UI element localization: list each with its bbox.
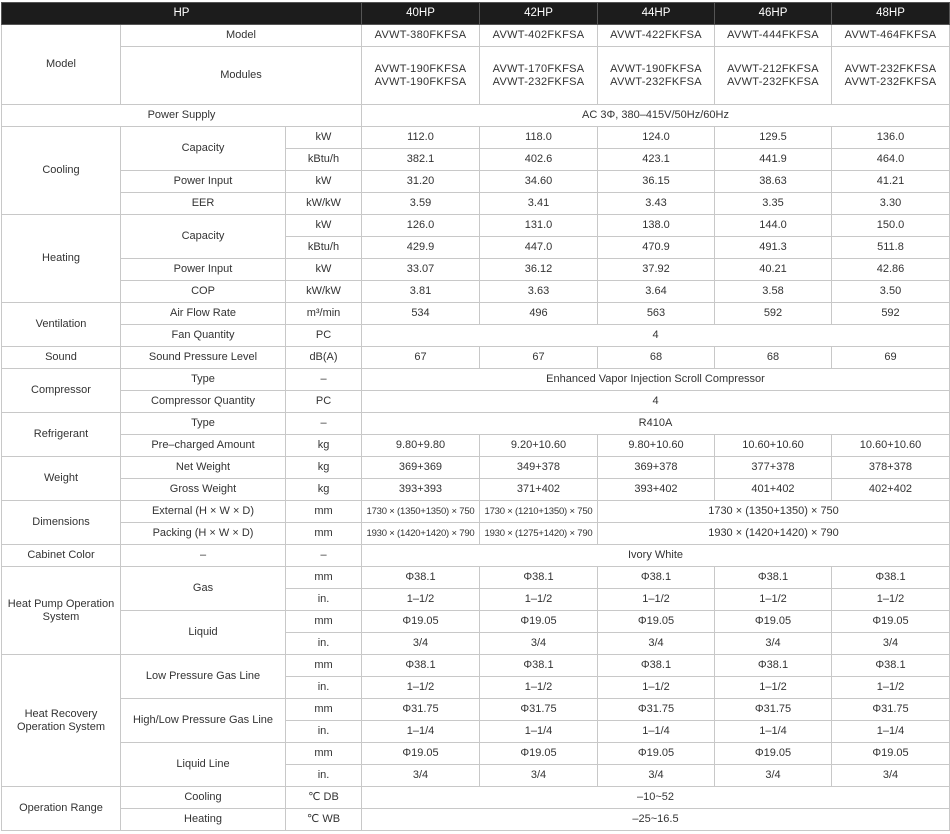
- row-label: Modules: [121, 47, 362, 105]
- table-row: [2, 787, 950, 809]
- cell: 378+378: [832, 457, 950, 479]
- cell: 112.0: [362, 127, 480, 149]
- module-line: AVWT-232FKFSA: [492, 75, 585, 88]
- cell: AVWT-380FKFSA: [362, 25, 480, 47]
- row-label: Heating: [121, 809, 286, 831]
- cell: 3/4: [362, 765, 480, 787]
- cell: Φ19.05: [598, 611, 715, 633]
- cell: 369+378: [598, 457, 715, 479]
- cell: 118.0: [480, 127, 598, 149]
- cell: 138.0: [598, 215, 715, 237]
- cell: 349+378: [480, 457, 598, 479]
- cell: 33.07: [362, 259, 480, 281]
- group-label: Dimensions: [2, 501, 121, 545]
- table-row: [2, 435, 950, 457]
- cell: Φ19.05: [715, 611, 832, 633]
- cell: 1–1/4: [715, 721, 832, 743]
- cell: R410A: [362, 413, 950, 435]
- group-label: Cabinet Color: [2, 545, 121, 567]
- row-label: Compressor Quantity: [121, 391, 286, 413]
- unit-cell: –: [286, 545, 362, 567]
- cell: 1730 × (1210+1350) × 750: [480, 501, 598, 523]
- row-label: Net Weight: [121, 457, 286, 479]
- cell: 41.21: [832, 171, 950, 193]
- row-label: Type: [121, 369, 286, 391]
- row-label: Model: [121, 25, 362, 47]
- cell: 1930 × (1420+1420) × 790: [362, 523, 480, 545]
- cell: AVWT-444FKFSA: [715, 25, 832, 47]
- cell: Φ38.1: [715, 655, 832, 677]
- header-hp: HP: [2, 3, 362, 25]
- module-line: AVWT-170FKFSA: [492, 62, 585, 75]
- unit-cell: kW/kW: [286, 281, 362, 303]
- cell: 401+402: [715, 479, 832, 501]
- cell: 3/4: [480, 765, 598, 787]
- cell: Φ19.05: [362, 743, 480, 765]
- cell: 1–1/2: [832, 589, 950, 611]
- unit-cell: mm: [286, 567, 362, 589]
- cell: Φ19.05: [480, 611, 598, 633]
- cell: Φ19.05: [480, 743, 598, 765]
- row-label: Air Flow Rate: [121, 303, 286, 325]
- row-label: Fan Quantity: [121, 325, 286, 347]
- cell: Φ19.05: [598, 743, 715, 765]
- module-line: AVWT-190FKFSA: [610, 62, 702, 75]
- unit-cell: PC: [286, 391, 362, 413]
- cell: 429.9: [362, 237, 480, 259]
- cell: Ivory White: [362, 545, 950, 567]
- cell: 470.9: [598, 237, 715, 259]
- cell: 9.80+9.80: [362, 435, 480, 457]
- cell: 1730 × (1350+1350) × 750: [362, 501, 480, 523]
- cell: 31.20: [362, 171, 480, 193]
- table-row: [2, 457, 950, 479]
- unit-cell: in.: [286, 721, 362, 743]
- row-label: External (H × W × D): [121, 501, 286, 523]
- cell: 3.43: [598, 193, 715, 215]
- cell: Φ38.1: [480, 655, 598, 677]
- unit-cell: mm: [286, 501, 362, 523]
- cell: 3.64: [598, 281, 715, 303]
- table-row: [2, 259, 950, 281]
- table-row: [2, 743, 950, 765]
- unit-cell: in.: [286, 677, 362, 699]
- table-row: [2, 413, 950, 435]
- row-label: Low Pressure Gas Line: [121, 655, 286, 699]
- module-line: AVWT-232FKFSA: [844, 62, 937, 75]
- cell: 592: [832, 303, 950, 325]
- cell: 10.60+10.60: [715, 435, 832, 457]
- cell: Φ38.1: [598, 655, 715, 677]
- header-col: 46HP: [715, 3, 832, 25]
- cell: 4: [362, 391, 950, 413]
- cell: 511.8: [832, 237, 950, 259]
- cell: AVWT-402FKFSA: [480, 25, 598, 47]
- cell: 491.3: [715, 237, 832, 259]
- table-row: [2, 25, 950, 47]
- table-row: [2, 809, 950, 831]
- unit-cell: kW/kW: [286, 193, 362, 215]
- cell: 1–1/4: [480, 721, 598, 743]
- table-row: [2, 611, 950, 633]
- unit-cell: m³/min: [286, 303, 362, 325]
- unit-cell: mm: [286, 611, 362, 633]
- row-label: Power Input: [121, 171, 286, 193]
- cell: –10~52: [362, 787, 950, 809]
- cell: 3.63: [480, 281, 598, 303]
- row-label: High/Low Pressure Gas Line: [121, 699, 286, 743]
- group-label: Cooling: [2, 127, 121, 215]
- table-row: [2, 479, 950, 501]
- row-label: Gross Weight: [121, 479, 286, 501]
- unit-cell: ℃ WB: [286, 809, 362, 831]
- module-line: AVWT-212FKFSA: [727, 62, 819, 75]
- cell: 1–1/4: [832, 721, 950, 743]
- table-row: [2, 369, 950, 391]
- row-label: Gas: [121, 567, 286, 611]
- row-label: Pre–charged Amount: [121, 435, 286, 457]
- row-label: Liquid Line: [121, 743, 286, 787]
- unit-cell: mm: [286, 655, 362, 677]
- cell: 42.86: [832, 259, 950, 281]
- header-col: 44HP: [598, 3, 715, 25]
- unit-cell: in.: [286, 589, 362, 611]
- cell: Enhanced Vapor Injection Scroll Compressor: [362, 369, 950, 391]
- header-row: [2, 3, 950, 25]
- cell: Φ19.05: [832, 743, 950, 765]
- unit-cell: kBtu/h: [286, 237, 362, 259]
- unit-cell: PC: [286, 325, 362, 347]
- cell: 68: [598, 347, 715, 369]
- row-label: Power Supply: [2, 105, 362, 127]
- group-label: Heating: [2, 215, 121, 303]
- unit-cell: mm: [286, 743, 362, 765]
- cell: AVWT-422FKFSA: [598, 25, 715, 47]
- module-line: AVWT-232FKFSA: [610, 75, 702, 88]
- cell: 1–1/4: [598, 721, 715, 743]
- cell: Φ31.75: [598, 699, 715, 721]
- unit-cell: ℃ DB: [286, 787, 362, 809]
- row-label: EER: [121, 193, 286, 215]
- table-row: [2, 105, 950, 127]
- cell: 1–1/2: [480, 589, 598, 611]
- unit-cell: kW: [286, 127, 362, 149]
- cell: 3.41: [480, 193, 598, 215]
- unit-cell: kBtu/h: [286, 149, 362, 171]
- table-row: [2, 699, 950, 721]
- row-label: Packing (H × W × D): [121, 523, 286, 545]
- cell: 126.0: [362, 215, 480, 237]
- cell: 3.30: [832, 193, 950, 215]
- cell: 423.1: [598, 149, 715, 171]
- cell: 369+369: [362, 457, 480, 479]
- cell: Φ31.75: [480, 699, 598, 721]
- table-row: [2, 545, 950, 567]
- module-line: AVWT-190FKFSA: [374, 62, 467, 75]
- cell: 371+402: [480, 479, 598, 501]
- cell: Φ19.05: [362, 611, 480, 633]
- table-row: [2, 501, 950, 523]
- cell: 40.21: [715, 259, 832, 281]
- group-label: Operation Range: [2, 787, 121, 831]
- unit-cell: mm: [286, 523, 362, 545]
- table-row: [2, 127, 950, 149]
- row-label: –: [121, 545, 286, 567]
- table-row: [2, 171, 950, 193]
- cell: Φ31.75: [362, 699, 480, 721]
- cell: 129.5: [715, 127, 832, 149]
- cell: 3/4: [598, 633, 715, 655]
- cell: 67: [480, 347, 598, 369]
- group-label: Model: [2, 25, 121, 105]
- cell: 1730 × (1350+1350) × 750: [598, 501, 950, 523]
- unit-cell: kW: [286, 259, 362, 281]
- unit-cell: kW: [286, 215, 362, 237]
- cell: Φ38.1: [362, 655, 480, 677]
- cell: Φ38.1: [598, 567, 715, 589]
- group-label: Refrigerant: [2, 413, 121, 457]
- table-row: [2, 303, 950, 325]
- cell: 3/4: [480, 633, 598, 655]
- unit-cell: mm: [286, 699, 362, 721]
- cell: 534: [362, 303, 480, 325]
- cell: Φ19.05: [832, 611, 950, 633]
- table-row: [2, 391, 950, 413]
- cell: 3.81: [362, 281, 480, 303]
- cell: 1–1/2: [715, 589, 832, 611]
- group-label: Compressor: [2, 369, 121, 413]
- cell: 377+378: [715, 457, 832, 479]
- cell: 3.50: [832, 281, 950, 303]
- header-col: 42HP: [480, 3, 598, 25]
- cell: 3.58: [715, 281, 832, 303]
- cell: [362, 47, 480, 105]
- table-row: [2, 523, 950, 545]
- cell: 1–1/2: [598, 677, 715, 699]
- group-label: Heat Recovery Operation System: [2, 655, 121, 787]
- cell: 1–1/2: [480, 677, 598, 699]
- cell: 1–1/2: [362, 589, 480, 611]
- cell: 464.0: [832, 149, 950, 171]
- cell: Φ31.75: [715, 699, 832, 721]
- cell: 10.60+10.60: [832, 435, 950, 457]
- cell: 1–1/2: [598, 589, 715, 611]
- cell: 68: [715, 347, 832, 369]
- unit-cell: –: [286, 369, 362, 391]
- unit-cell: in.: [286, 765, 362, 787]
- cell: 393+402: [598, 479, 715, 501]
- cell: 1–1/2: [715, 677, 832, 699]
- cell: 131.0: [480, 215, 598, 237]
- row-label: Capacity: [121, 127, 286, 171]
- cell: 150.0: [832, 215, 950, 237]
- cell: [832, 47, 950, 105]
- row-label: Liquid: [121, 611, 286, 655]
- cell: 4: [362, 325, 950, 347]
- header-col: 40HP: [362, 3, 480, 25]
- cell: Φ38.1: [480, 567, 598, 589]
- row-label: Power Input: [121, 259, 286, 281]
- cell: 36.15: [598, 171, 715, 193]
- table-row: [2, 193, 950, 215]
- row-label: Sound Pressure Level: [121, 347, 286, 369]
- cell: Φ38.1: [832, 655, 950, 677]
- unit-cell: kg: [286, 479, 362, 501]
- table-row: [2, 655, 950, 677]
- table-row: [2, 347, 950, 369]
- cell: 3/4: [598, 765, 715, 787]
- row-label: Capacity: [121, 215, 286, 259]
- table-row: [2, 47, 950, 105]
- header-col: 48HP: [832, 3, 950, 25]
- cell: 9.80+10.60: [598, 435, 715, 457]
- cell: –25~16.5: [362, 809, 950, 831]
- group-label: Weight: [2, 457, 121, 501]
- cell: 3.35: [715, 193, 832, 215]
- cell: Φ38.1: [362, 567, 480, 589]
- table-row: [2, 281, 950, 303]
- table-row: [2, 215, 950, 237]
- cell: 3/4: [832, 633, 950, 655]
- cell: 34.60: [480, 171, 598, 193]
- cell: 3/4: [715, 633, 832, 655]
- module-line: AVWT-232FKFSA: [727, 75, 819, 88]
- spec-table: [1, 2, 950, 831]
- cell: Φ19.05: [715, 743, 832, 765]
- cell: 393+393: [362, 479, 480, 501]
- cell: 136.0: [832, 127, 950, 149]
- unit-cell: –: [286, 413, 362, 435]
- cell: 382.1: [362, 149, 480, 171]
- cell: 144.0: [715, 215, 832, 237]
- group-label: Heat Pump Operation System: [2, 567, 121, 655]
- cell: 3/4: [715, 765, 832, 787]
- cell: 3/4: [832, 765, 950, 787]
- cell: 37.92: [598, 259, 715, 281]
- group-label: Ventilation: [2, 303, 121, 347]
- cell: AC 3Φ, 380–415V/50Hz/60Hz: [362, 105, 950, 127]
- cell: 441.9: [715, 149, 832, 171]
- table-row: [2, 567, 950, 589]
- cell: 36.12: [480, 259, 598, 281]
- row-label: Type: [121, 413, 286, 435]
- table-row: [2, 325, 950, 347]
- cell: 402+402: [832, 479, 950, 501]
- cell: [598, 47, 715, 105]
- cell: 38.63: [715, 171, 832, 193]
- cell: AVWT-464FKFSA: [832, 25, 950, 47]
- unit-cell: kW: [286, 171, 362, 193]
- cell: 124.0: [598, 127, 715, 149]
- module-line: AVWT-232FKFSA: [844, 75, 937, 88]
- cell: 69: [832, 347, 950, 369]
- cell: 1–1/4: [362, 721, 480, 743]
- cell: 563: [598, 303, 715, 325]
- cell: 3.59: [362, 193, 480, 215]
- cell: 1930 × (1420+1420) × 790: [598, 523, 950, 545]
- row-label: Cooling: [121, 787, 286, 809]
- row-label: COP: [121, 281, 286, 303]
- cell: 592: [715, 303, 832, 325]
- cell: Φ38.1: [715, 567, 832, 589]
- cell: 1–1/2: [362, 677, 480, 699]
- cell: 447.0: [480, 237, 598, 259]
- cell: 1–1/2: [832, 677, 950, 699]
- cell: 9.20+10.60: [480, 435, 598, 457]
- cell: 1930 × (1275+1420) × 790: [480, 523, 598, 545]
- group-label: Sound: [2, 347, 121, 369]
- cell: [480, 47, 598, 105]
- cell: 3/4: [362, 633, 480, 655]
- cell: [715, 47, 832, 105]
- cell: 496: [480, 303, 598, 325]
- cell: Φ31.75: [832, 699, 950, 721]
- unit-cell: in.: [286, 633, 362, 655]
- cell: 402.6: [480, 149, 598, 171]
- unit-cell: dB(A): [286, 347, 362, 369]
- unit-cell: kg: [286, 435, 362, 457]
- unit-cell: kg: [286, 457, 362, 479]
- cell: 67: [362, 347, 480, 369]
- cell: Φ38.1: [832, 567, 950, 589]
- module-line: AVWT-190FKFSA: [374, 75, 467, 88]
